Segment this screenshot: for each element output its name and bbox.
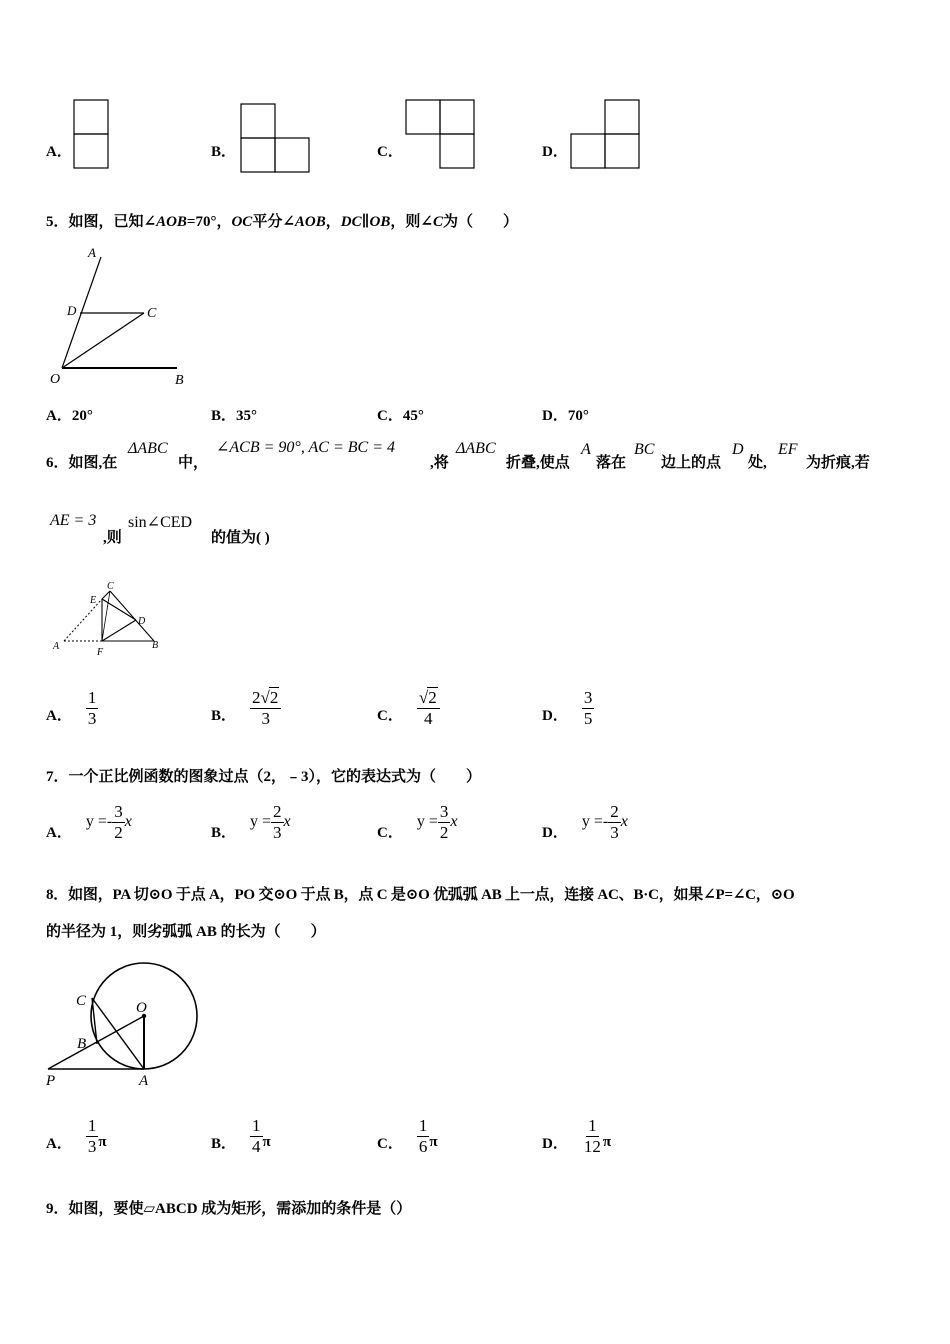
- q5-text: ，则∠: [390, 214, 433, 230]
- q8-figure: [44, 960, 206, 1092]
- q7-option-prefix: y =: [250, 813, 272, 830]
- q8-option-b: [211, 1112, 271, 1160]
- q6-sin-expression: [128, 512, 192, 532]
- q4-option-d-figure: [569, 98, 643, 170]
- q8-option-d-fraction: [582, 1116, 603, 1157]
- fraction-numerator: 1: [87, 1115, 97, 1135]
- q7-option-a: [46, 798, 132, 846]
- q5-stem: [46, 210, 518, 231]
- q5-text: 平分∠: [252, 214, 295, 230]
- q8-option-letter: D．: [542, 1135, 568, 1152]
- q6-option-letter: D．: [542, 707, 568, 724]
- q7-stem: 7．一个正比例函数的图象过点（2，﹣3），它的表达式为（ ）: [46, 769, 482, 785]
- q7-option-prefix: y =: [416, 813, 438, 830]
- q8-option-a-fraction: [86, 1116, 99, 1157]
- q4-option-c-label: C．: [377, 144, 403, 160]
- q6-condition: ∠ACB = 90°, AC = BC = 4: [216, 439, 396, 456]
- q8-fig-label-o: O: [136, 1000, 147, 1016]
- q7-option-b: [211, 798, 291, 846]
- fraction-denominator: 3: [87, 1136, 97, 1156]
- q6-point-d: D: [732, 441, 744, 458]
- fraction-denominator: 2: [114, 822, 123, 842]
- q8-fig-label-p: P: [46, 1073, 56, 1089]
- q5-option-letter: C．: [377, 408, 403, 424]
- fraction-numerator: 3: [114, 801, 123, 821]
- q5-option-c: [377, 404, 424, 425]
- q5-angle-aob: AOB: [294, 214, 326, 230]
- q5-oc: OC: [231, 214, 253, 230]
- q6-text: 落在: [596, 455, 627, 471]
- fraction-denominator: 12: [583, 1136, 601, 1156]
- q7-variable-x: x: [124, 813, 132, 830]
- q5-option-value: 45°: [402, 408, 424, 424]
- q5-option-letter: A．: [46, 408, 72, 424]
- q8-option-c-fraction: [417, 1116, 430, 1157]
- q5-text: ，: [325, 214, 341, 230]
- q7-option-prefix: y =-: [581, 813, 609, 830]
- q6-text: ,则: [103, 530, 122, 546]
- q6-option-b: [211, 684, 281, 732]
- q4-option-d-label: D．: [542, 144, 568, 160]
- q6-option-letter: C．: [377, 707, 403, 724]
- q5-fig-label-a: A: [88, 245, 96, 260]
- q4-option-a-label: A．: [46, 144, 72, 160]
- q8-option-a: [46, 1112, 107, 1160]
- q5-option-letter: B．: [211, 408, 237, 424]
- q6-fig-label-b: B: [152, 640, 159, 651]
- q5-option-b: [211, 404, 257, 425]
- q5-fig-label-c: C: [147, 306, 157, 321]
- q7-option-prefix: y =-: [85, 813, 113, 830]
- q6-option-c: [377, 684, 440, 732]
- q7-option-letter: C．: [377, 824, 403, 841]
- q6-text: 中，: [178, 455, 209, 471]
- fraction-numerator: 2√2: [250, 687, 281, 709]
- fraction-denominator: 4: [252, 1136, 261, 1156]
- q7-option-c-fraction: [438, 802, 451, 843]
- q6-text: ,将: [430, 455, 449, 471]
- q6-fig-label-c: C: [107, 581, 114, 592]
- radicand: 2: [428, 688, 437, 707]
- radicand: 2: [269, 688, 279, 707]
- q6-fig-label-d: D: [138, 616, 146, 627]
- q9-stem: 9．如图，要使▱ABCD 成为矩形，需添加的条件是（）: [46, 1201, 412, 1217]
- q6-option-d: [542, 684, 594, 732]
- q6-option-a: [46, 684, 98, 732]
- fraction-denominator: 5: [583, 708, 593, 728]
- q7-option-letter: B．: [211, 824, 237, 841]
- q5-fig-label-o: O: [50, 372, 61, 387]
- q8-pi: π: [98, 1133, 107, 1150]
- q6-option-c-fraction: [417, 687, 440, 729]
- q7-variable-x: x: [450, 813, 458, 830]
- q5-angle-aob: AOB: [156, 214, 187, 230]
- q6-point-a: A: [581, 441, 591, 458]
- q5-dc: DC: [340, 214, 362, 230]
- q7-option-b-fraction: [271, 802, 284, 843]
- q8-stem-line1: 8．如图，PA 切⊙O 于点 A，PO 交⊙O 于点 B，点 C 是⊙O 优弧弧 AB 上一点，连接 AC、B·C，如果∠P=∠C，⊙O: [46, 887, 795, 903]
- fraction-numerator: 1: [588, 1115, 597, 1135]
- fraction-numerator: 1: [252, 1115, 261, 1135]
- q8-fig-label-c: C: [76, 993, 87, 1009]
- fraction-numerator: 3: [583, 687, 593, 707]
- q8-option-c: [377, 1112, 438, 1160]
- fraction-denominator: 3: [261, 709, 270, 728]
- q8-fig-label-b: B: [77, 1036, 87, 1052]
- q4-option-c-figure: [404, 98, 478, 170]
- q5-parallel-symbol: ∥: [361, 214, 370, 230]
- q6-option-a-fraction: [86, 688, 99, 729]
- q6-triangle-abc: ΔABC: [456, 440, 496, 457]
- q5-option-letter: D．: [542, 408, 568, 424]
- q6-fig-label-e: E: [90, 595, 97, 606]
- q6-option-letter: A．: [46, 707, 72, 724]
- fraction-numerator: 2: [273, 801, 282, 821]
- q8-option-b-fraction: [250, 1116, 263, 1157]
- fraction-numerator: 2: [610, 801, 619, 821]
- q8-option-d: [542, 1112, 611, 1160]
- fraction-denominator: 2: [439, 822, 449, 842]
- q6-ae-value: AE = 3: [50, 512, 97, 529]
- q7-variable-x: x: [620, 813, 628, 830]
- fraction-numerator: √2: [417, 687, 440, 709]
- q6-text: 6．如图,在: [46, 455, 118, 471]
- q6-option-b-fraction: [250, 687, 281, 729]
- q7-option-letter: A．: [46, 824, 72, 841]
- fraction-numerator: 1: [87, 687, 97, 707]
- q6-fig-label-f: F: [97, 647, 104, 658]
- q6-crease-ef: EF: [778, 441, 798, 458]
- q5-option-d: [542, 404, 589, 425]
- q5-option-a: [46, 404, 93, 425]
- q5-text: 5．如图，已知∠: [46, 214, 157, 230]
- q5-text: =70°，: [186, 214, 232, 230]
- q7-option-letter: D．: [542, 824, 568, 841]
- fraction-denominator: 3: [273, 822, 282, 842]
- q5-option-value: 20°: [71, 408, 93, 424]
- q8-pi: π: [262, 1133, 271, 1150]
- q5-fig-label-b: B: [175, 373, 184, 388]
- q7-variable-x: x: [283, 813, 291, 830]
- q6-side-bc: BC: [634, 441, 655, 458]
- fraction-denominator: 3: [87, 708, 97, 728]
- q6-fig-label-a: A: [53, 641, 60, 652]
- q8-pi: π: [429, 1133, 438, 1150]
- q5-text: 为（ ）: [442, 214, 518, 230]
- q6-text: 折叠,使点: [506, 455, 570, 471]
- q4-option-a-figure: [72, 98, 112, 170]
- q4-option-b-figure: [239, 102, 313, 174]
- q6-option-letter: B．: [211, 707, 237, 724]
- q8-stem-line2: 的半径为 1，则劣弧弧 AB 的长为（ ）: [46, 924, 326, 940]
- q6-figure: [44, 578, 174, 660]
- q6-option-d-fraction: [582, 688, 595, 729]
- q5-fig-label-d: D: [67, 303, 77, 318]
- q8-option-letter: C．: [377, 1135, 403, 1152]
- fraction-numerator: 3: [439, 801, 449, 821]
- fraction-numerator: 1: [418, 1115, 428, 1135]
- q6-triangle-abc: ΔABC: [128, 440, 168, 457]
- q7-option-d: [542, 798, 628, 846]
- q8-option-letter: B．: [211, 1135, 237, 1152]
- q5-figure: [44, 240, 194, 390]
- q6-text: 的值为( ): [211, 530, 270, 546]
- q6-sin: sin∠CED: [128, 514, 193, 531]
- fraction-denominator: 4: [424, 709, 433, 728]
- coefficient: 2: [252, 688, 261, 707]
- fraction-denominator: 6: [418, 1136, 428, 1156]
- q5-angle-c: C: [432, 214, 443, 230]
- fraction-denominator: 3: [610, 822, 619, 842]
- q8-fig-label-a: A: [139, 1073, 149, 1089]
- q6-text: 处,: [748, 455, 767, 471]
- q8-option-letter: A．: [46, 1135, 72, 1152]
- q7-option-a-fraction: [112, 802, 125, 843]
- q7-option-c: [377, 798, 457, 846]
- q6-text: 为折痕,若: [806, 455, 870, 471]
- q7-option-d-fraction: [608, 802, 621, 843]
- q5-option-value: 35°: [236, 408, 258, 424]
- q4-option-b-label: B．: [211, 144, 237, 160]
- q5-option-value: 70°: [567, 408, 589, 424]
- q6-text: 边上的点: [661, 455, 722, 471]
- q8-pi: π: [602, 1133, 612, 1150]
- q5-ob: OB: [369, 214, 391, 230]
